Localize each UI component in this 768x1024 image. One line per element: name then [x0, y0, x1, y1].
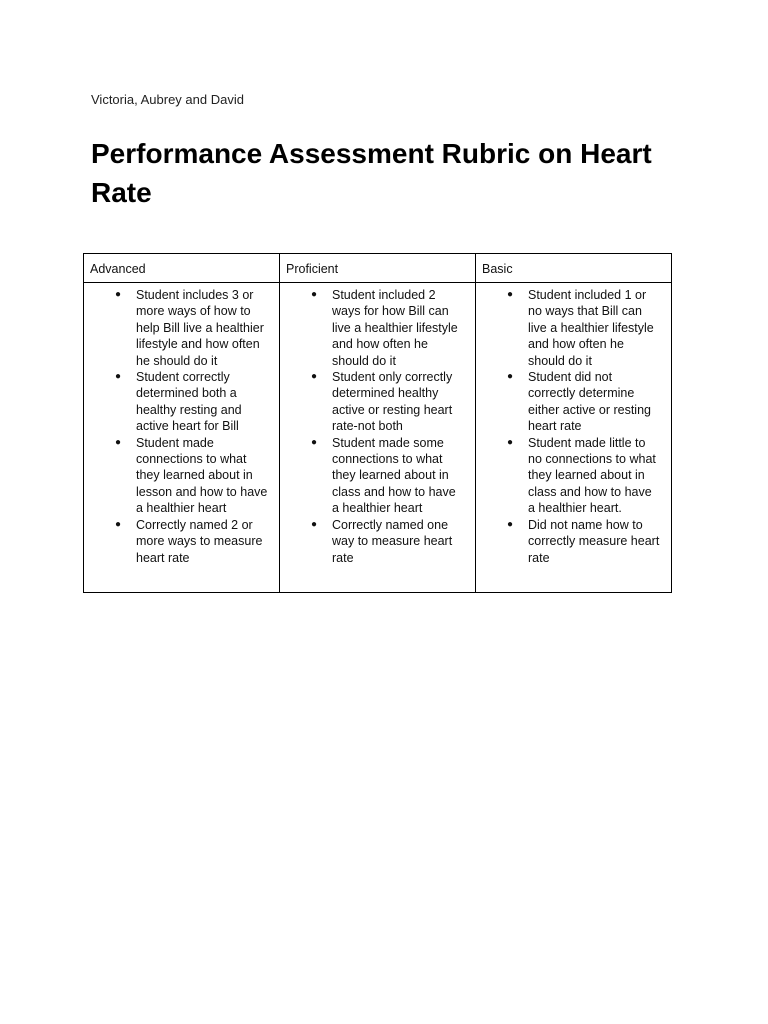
list-item: [90, 369, 273, 435]
criterion-text: Student only correctly determined healthy active or resting heart rate-not both: [332, 370, 453, 434]
criterion-text: Student correctly determined both a healthy resting and active heart for Bill: [136, 370, 242, 434]
criterion-text: Student included 1 or no ways that Bill can live a healthier lifestyle and how often he should do it: [528, 288, 654, 368]
bullet-icon: ●: [507, 518, 514, 530]
criterion-text: Correctly named 2 or more ways to measure heart rate: [136, 517, 263, 565]
criterion-text: Student did not correctly determine either active or resting heart rate: [528, 370, 651, 434]
rubric-header-row: [84, 254, 672, 283]
bullet-icon: ●: [507, 371, 514, 383]
column-header-advanced: Advanced: [84, 254, 280, 283]
list-item: [286, 517, 469, 566]
list-item: [90, 287, 273, 369]
column-header-proficient: Proficient: [280, 254, 476, 283]
list-item: [286, 435, 469, 517]
criterion-text: Student made little to no connections to what they learned about in class and how to have a healthier heart.: [528, 435, 656, 516]
column-header-basic: Basic: [476, 254, 672, 283]
list-item: [482, 517, 665, 566]
rubric-criteria-row: [84, 283, 672, 593]
criterion-text: Student includes 3 or more ways of how to help Bill live a healthier lifestyle and how often he should do it: [136, 288, 264, 368]
criterion-text: Correctly named one way to measure heart rate: [332, 517, 453, 565]
list-item: [90, 517, 273, 566]
criterion-text: Student made some connections to what they learned about in class and how to have a healthier heart: [332, 435, 456, 516]
criterion-text: Student made connections to what they learned about in lesson and how to have a healthier heart: [136, 435, 268, 516]
advanced-criteria-list: [90, 287, 273, 566]
bullet-icon: ●: [115, 289, 122, 300]
bullet-icon: ●: [115, 518, 122, 530]
list-item: [90, 435, 273, 517]
bullet-icon: ●: [115, 436, 122, 448]
proficient-criteria-list: [286, 287, 469, 566]
page-title: Performance Assessment Rubric on Heart Rate: [91, 138, 652, 208]
rubric-table: [83, 253, 672, 593]
bullet-icon: ●: [311, 289, 318, 300]
bullet-icon: ●: [311, 518, 318, 530]
bullet-icon: ●: [115, 371, 122, 383]
bullet-icon: ●: [507, 289, 514, 300]
basic-criteria-list: [482, 287, 665, 566]
bullet-icon: ●: [507, 436, 514, 448]
criterion-text: Did not name how to correctly measure heart rate: [528, 517, 660, 565]
bullet-icon: ●: [311, 371, 318, 383]
criterion-text: Student included 2 ways for how Bill can live a healthier lifestyle and how often he should do it: [332, 288, 458, 368]
basic-criteria-cell: [476, 283, 672, 593]
list-item: [482, 369, 665, 435]
bullet-icon: ●: [311, 436, 318, 448]
list-item: [482, 287, 665, 369]
advanced-criteria-cell: [84, 283, 280, 593]
list-item: [482, 435, 665, 517]
list-item: [286, 287, 469, 369]
authors-line: Victoria, Aubrey and David: [91, 92, 244, 107]
list-item: [286, 369, 469, 435]
proficient-criteria-cell: [280, 283, 476, 593]
